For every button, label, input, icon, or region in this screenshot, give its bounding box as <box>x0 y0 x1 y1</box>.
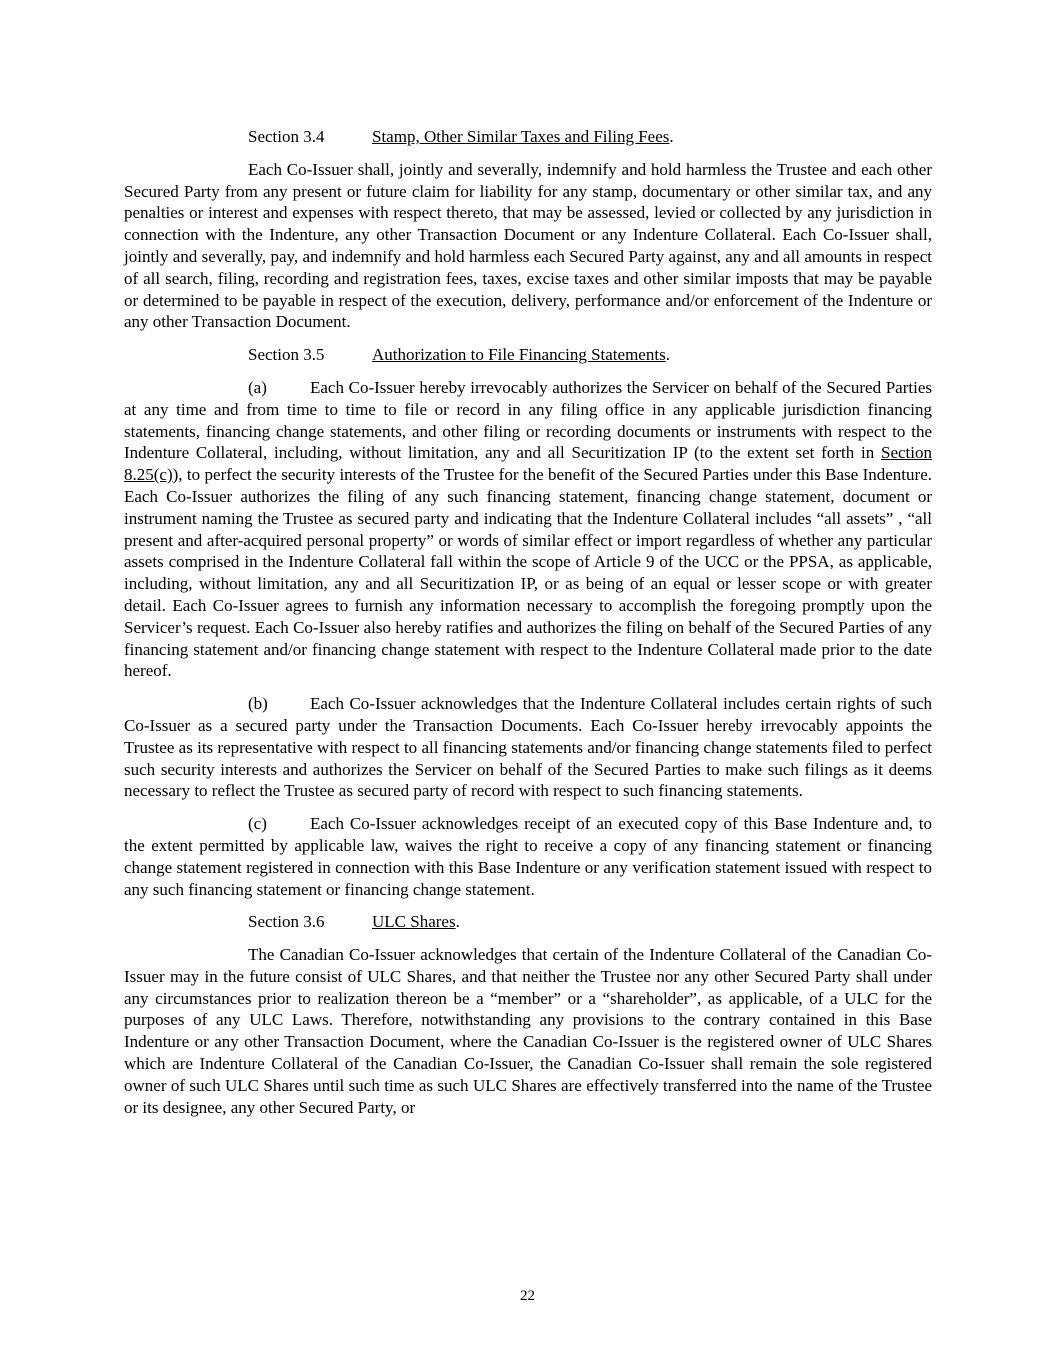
paragraph-a <box>124 377 932 682</box>
section-number: Section 3.6 <box>248 912 325 932</box>
paragraph-b-text: Each Co-Issuer acknowledges that the Indenture Collateral includes certain rights of such Co-Issuer as a secured party under the Transaction Documents. Each Co-Issuer hereby irrevocably appoints the Trustee as its representative with respect to all financing statements and/or financing change statements filed to perfect such security interests and authorizes the Servicer on behalf of the Secured Parties to make such filings as it deems necessary to reflect the Trustee as secured party of record with respect to such financing statements. <box>124 694 932 801</box>
paragraph-a-text-1: Each Co-Issuer hereby irrevocably authorizes the Servicer on behalf of the Secured Parties at any time and from time to time to file or record in any filing office in any applicable jurisdiction financing statements, financing change statements, and other filing or recording documents or instruments with respect to the Indenture Collateral, including, without limitation, any and all Securitization IP (to the extent set forth in <box>124 377 932 463</box>
section-title: Authorization to File Financing Statements <box>372 345 666 365</box>
document-page <box>124 122 932 1129</box>
paragraph-b <box>124 693 932 802</box>
paragraph-a-text-2: ), to perfect the security interests of the Trustee for the benefit of the Secured Parties under this Base Indenture. Each Co-Issuer authorizes the filing of any such financing statement, financing change statement, document or instrument naming the Trustee as secured party and indicating that the Indenture Collateral includes “all assets” , “all present and after-acquired personal property” or words of similar effect or import regardless of whether any particular assets comprised in the Indenture Collateral fall within the scope of Article 9 of the UCC or the PPSA, as applicable, including, without limitation, any and all Securitization IP, or as being of an equal or lesser scope or with greater detail. Each Co-Issuer agrees to furnish any information necessary to accomplish the foregoing promptly upon the Servicer’s request. Each Co-Issuer also hereby ratifies and authorizes the filing on behalf of the Secured Parties of any financing statement and/or financing change statement with respect to the Indenture Collateral made prior to the date hereof. <box>124 465 932 681</box>
paragraph-c-text: Each Co-Issuer acknowledges receipt of an executed copy of this Base Indenture and, to the extent permitted by applicable law, waives the right to receive a copy of any financing statement or financing change statement registered in connection with this Base Indenture or any verification statement issued with respect to any such financing statement or financing change statement. <box>124 814 932 899</box>
section-3-6-body: The Canadian Co-Issuer acknowledges that certain of the Indenture Collateral of the Canadian Co-Issuer may in the future consist of ULC Shares, and that neither the Trustee nor any other Secured Party shall under any circumstances prior to realization thereon be a “member” or a “shareholder”, as applicable, of a ULC for the purposes of any ULC Laws. Therefore, notwithstanding any provisions to the contrary contained in this Base Indenture or any other Transaction Document, where the Canadian Co-Issuer is the registered owner of ULC Shares which are Indenture Collateral of the Canadian Co-Issuer, the Canadian Co-Issuer shall remain the sole registered owner of such ULC Shares until such time as such ULC Shares are effectively transferred into the name of the Trustee or its designee, any other Secured Party, or <box>124 945 932 1117</box>
paragraph-label: (b) <box>248 694 268 714</box>
section-number: Section 3.4 <box>248 127 325 146</box>
page-number: 22 <box>520 1288 535 1304</box>
section-number: Section 3.5 <box>248 345 325 365</box>
paragraph-c <box>124 813 932 900</box>
section-heading-3-5 <box>124 344 932 366</box>
section-3-4-body: Each Co-Issuer shall, jointly and severally, indemnify and hold harmless the Trustee and each other Secured Party from any present or future claim for liability for any stamp, documentary or other similar tax, and any penalties or interest and expenses with respect thereto, that may be assessed, levied or collected by any jurisdiction in connection with the Indenture, any other Transaction Document or any Indenture Collateral. Each Co-Issuer shall, jointly and severally, pay, and indemnify and hold harmless each Secured Party against, any and all amounts in respect of all search, filing, recording and registration fees, taxes, excise taxes and other similar imposts that may be payable or determined to be payable in respect of the execution, delivery, performance and/or enforcement of the Indenture or any other Transaction Document. <box>124 159 932 332</box>
section-title: Stamp, Other Similar Taxes and Filing Fees <box>372 127 670 146</box>
section-title-period: . <box>669 127 674 146</box>
section-8-25c-reference: Section 8.25(c) <box>124 443 932 485</box>
section-title: ULC Shares <box>372 912 456 932</box>
section-title-period: . <box>665 345 670 365</box>
section-heading-3-4 <box>124 126 932 148</box>
section-title-period: . <box>455 912 460 932</box>
paragraph-label: (a) <box>248 377 267 397</box>
paragraph-label: (c) <box>248 814 267 834</box>
section-heading-3-6 <box>124 911 932 933</box>
